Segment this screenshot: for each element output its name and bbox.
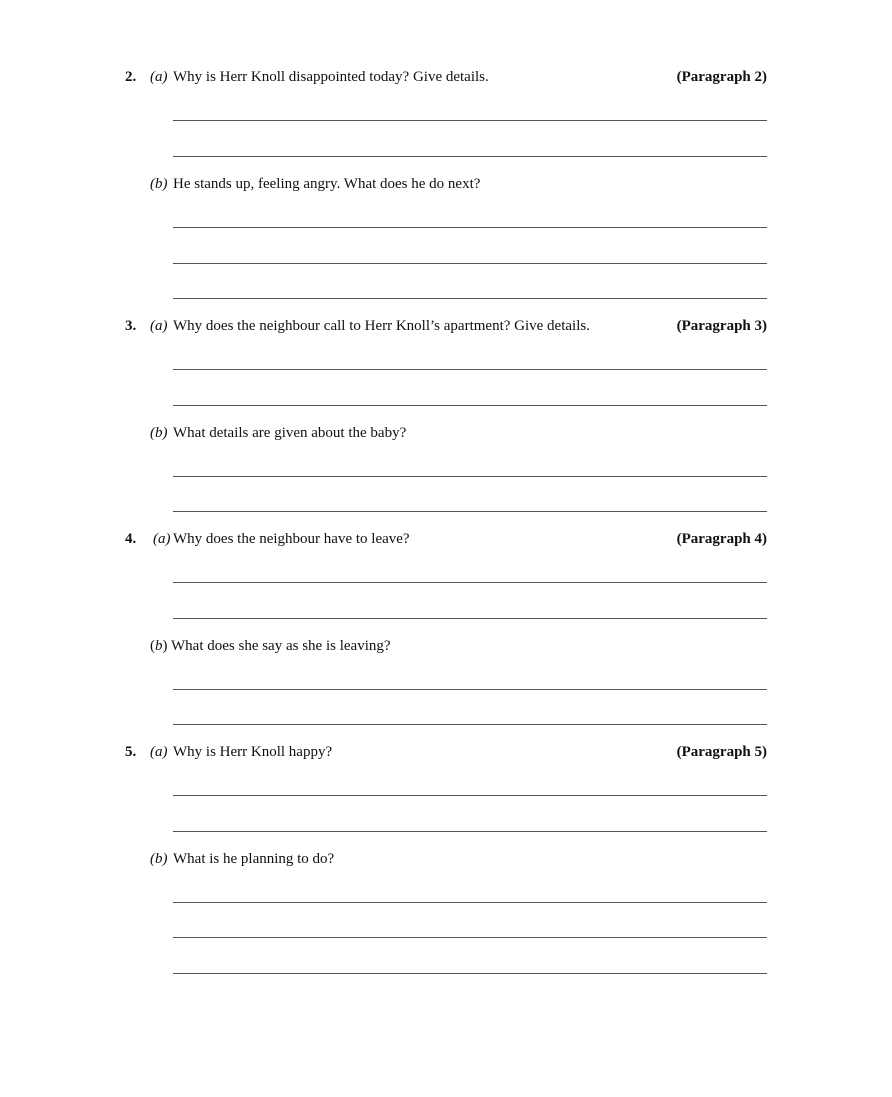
answer-line[interactable]: [173, 227, 767, 228]
part-label: (a): [153, 531, 171, 547]
answer-line[interactable]: [173, 369, 767, 370]
question-text: What is he planning to do?: [173, 851, 335, 867]
answer-line[interactable]: [173, 618, 767, 619]
answer-line[interactable]: [173, 156, 767, 157]
part-label: (a): [150, 318, 168, 334]
question-text: He stands up, feeling angry. What does he do next?: [173, 176, 481, 192]
question-number: 3.: [125, 318, 137, 334]
answer-line[interactable]: [173, 973, 767, 974]
question-2b-row: [0, 174, 892, 194]
question-3a-row: [0, 316, 892, 336]
paragraph-reference: (Paragraph 2): [676, 69, 767, 85]
answer-line[interactable]: [173, 689, 767, 690]
answer-line[interactable]: [173, 120, 767, 121]
question-5b-row: [0, 849, 892, 869]
part-label-letter: b: [155, 638, 163, 654]
part-label: (b): [150, 425, 168, 441]
answer-line[interactable]: [173, 582, 767, 583]
question-4a-row: [0, 529, 892, 549]
part-label: (b): [150, 638, 168, 654]
question-text: Why does the neighbour have to leave?: [173, 531, 410, 547]
answer-line[interactable]: [173, 724, 767, 725]
part-label: (a): [150, 744, 168, 760]
part-label: (a): [150, 69, 168, 85]
answer-line[interactable]: [173, 405, 767, 406]
answer-line[interactable]: [173, 511, 767, 512]
paragraph-reference: (Paragraph 4): [676, 531, 767, 547]
question-text: What does she say as she is leaving?: [171, 638, 391, 654]
paragraph-reference: (Paragraph 3): [676, 318, 767, 334]
answer-line[interactable]: [173, 902, 767, 903]
answer-line[interactable]: [173, 795, 767, 796]
question-text: Why is Herr Knoll disappointed today? Give details.: [173, 69, 489, 85]
question-5a-row: [0, 742, 892, 762]
part-label: (b): [150, 851, 168, 867]
question-text: Why is Herr Knoll happy?: [173, 744, 333, 760]
question-text: Why does the neighbour call to Herr Knoll’s apartment? Give details.: [173, 318, 590, 334]
question-2a-row: [0, 67, 892, 87]
part-label: (b): [150, 176, 168, 192]
question-number: 4.: [125, 531, 137, 547]
question-number: 2.: [125, 69, 137, 85]
answer-line[interactable]: [173, 298, 767, 299]
answer-line[interactable]: [173, 831, 767, 832]
answer-line[interactable]: [173, 937, 767, 938]
paragraph-reference: (Paragraph 5): [676, 744, 767, 760]
answer-line[interactable]: [173, 476, 767, 477]
question-number: 5.: [125, 744, 137, 760]
question-text: What details are given about the baby?: [173, 425, 407, 441]
question-3b-row: [0, 423, 892, 443]
question-4b-row: [0, 636, 892, 656]
answer-line[interactable]: [173, 263, 767, 264]
